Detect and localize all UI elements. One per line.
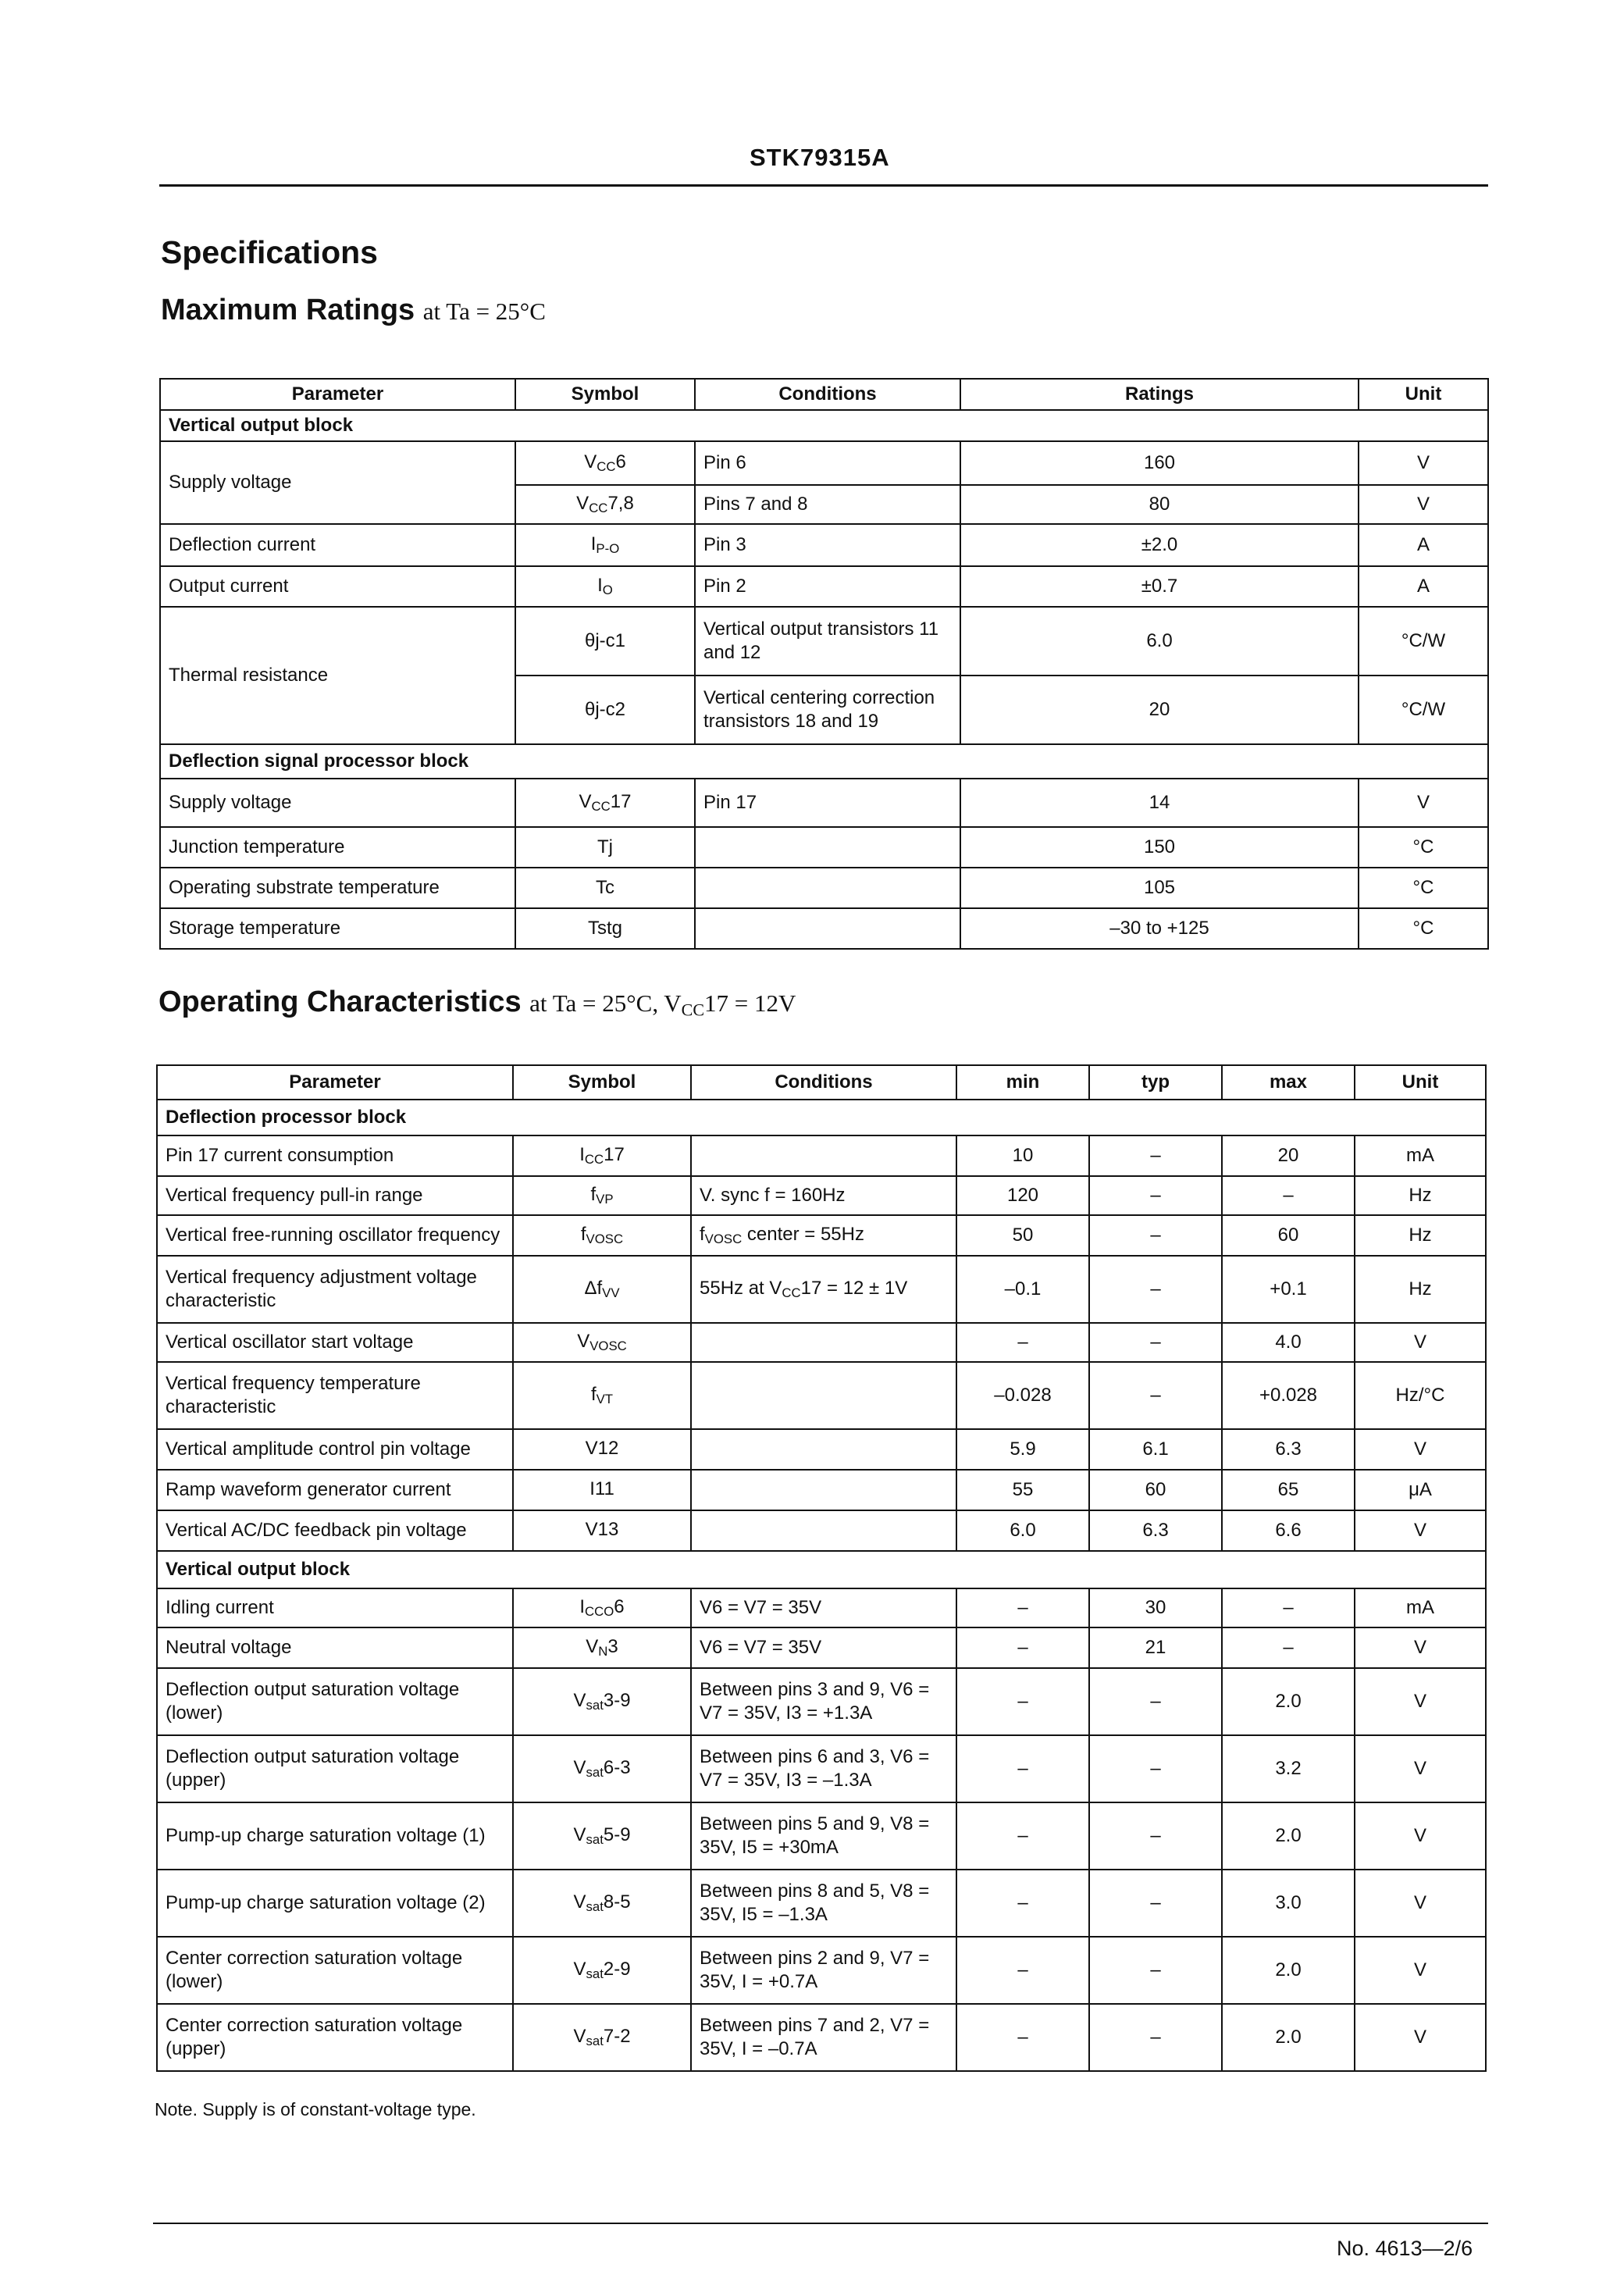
max-cell: +0.1: [1222, 1256, 1355, 1323]
symbol-cell: $V_{CC}7,8$: [515, 485, 695, 524]
parameter-cell: Supply voltage: [160, 441, 515, 524]
col-header-parameter: Parameter: [157, 1065, 513, 1100]
maximum-ratings-table: [159, 378, 1489, 950]
unit-cell: Hz: [1355, 1215, 1486, 1256]
max-ratings-condition: at Ta = 25°C: [422, 298, 546, 325]
symbol-cell: $I_O$: [515, 566, 695, 607]
typ-cell: –: [1089, 1215, 1222, 1256]
col-header-symbol: Symbol: [513, 1065, 691, 1100]
conditions-cell: [695, 908, 960, 949]
min-cell: 55: [956, 1470, 1089, 1510]
conditions-cell: V6 = V7 = 35V: [691, 1588, 956, 1627]
max-cell: –: [1222, 1588, 1355, 1627]
unit-cell: °C/W: [1359, 607, 1488, 676]
parameter-cell: Output current: [160, 566, 515, 607]
block-row: [160, 410, 1488, 441]
conditions-cell: Between pins 2 and 9, V7 = 35V, I = +0.7A: [691, 1937, 956, 2004]
symbol-cell: $V_{CC}17$: [515, 779, 695, 827]
max-cell: 2.0: [1222, 1937, 1355, 2004]
parameter-cell: Vertical frequency pull-in range: [157, 1176, 513, 1215]
unit-cell: V: [1359, 441, 1488, 485]
symbol-cell: V12: [513, 1429, 691, 1470]
parameter-cell: Deflection output saturation voltage (upper): [157, 1735, 513, 1802]
unit-cell: mA: [1355, 1135, 1486, 1176]
section-title: Specifications: [161, 234, 378, 270]
table-row: [157, 1429, 1486, 1470]
symbol-cell: Tstg: [515, 908, 695, 949]
typ-cell: –: [1089, 1802, 1222, 1870]
min-cell: –: [956, 1588, 1089, 1627]
min-cell: –: [956, 2004, 1089, 2071]
unit-cell: μA: [1355, 1470, 1486, 1510]
min-cell: 5.9: [956, 1429, 1089, 1470]
conditions-cell: Pin 6: [695, 441, 960, 485]
table-header-row: [160, 379, 1488, 410]
max-cell: 2.0: [1222, 1802, 1355, 1870]
conditions-cell: 55Hz at $V_{CC}17 = 12 \pm 1V$: [691, 1256, 956, 1323]
unit-cell: V: [1359, 779, 1488, 827]
col-header-unit: Unit: [1355, 1065, 1486, 1100]
conditions-cell: Pins 7 and 8: [695, 485, 960, 524]
symbol-cell: $I_{CC}17$: [513, 1135, 691, 1176]
unit-cell: °C: [1359, 868, 1488, 908]
conditions-cell: [691, 1429, 956, 1470]
parameter-cell: Junction temperature: [160, 827, 515, 868]
parameter-cell: Pin 17 current consumption: [157, 1135, 513, 1176]
symbol-cell: θj-c1: [515, 607, 695, 676]
min-cell: –: [956, 1870, 1089, 1937]
max-cell: 3.0: [1222, 1870, 1355, 1937]
typ-cell: 6.1: [1089, 1429, 1222, 1470]
table-row: [160, 524, 1488, 566]
ratings-cell: ±2.0: [960, 524, 1359, 566]
table-row: [157, 1870, 1486, 1937]
col-header-unit: Unit: [1359, 379, 1488, 410]
table-row: [160, 868, 1488, 908]
col-header-typ: typ: [1089, 1065, 1222, 1100]
col-header-symbol: Symbol: [515, 379, 695, 410]
min-cell: 50: [956, 1215, 1089, 1256]
part-number-header: STK79315A: [750, 144, 890, 171]
symbol-cell: Tc: [515, 868, 695, 908]
conditions-cell: Pin 17: [695, 779, 960, 827]
unit-cell: °C: [1359, 827, 1488, 868]
block-title: Deflection processor block: [157, 1100, 1486, 1135]
col-header-ratings: Ratings: [960, 379, 1359, 410]
conditions-cell: V6 = V7 = 35V: [691, 1627, 956, 1668]
table-row: [157, 1215, 1486, 1256]
conditions-cell: $f_{VOSC}$ center = 55Hz: [691, 1215, 956, 1256]
symbol-cell: $V_{sat}5-9$: [513, 1802, 691, 1870]
min-cell: –0.1: [956, 1256, 1089, 1323]
parameter-cell: Vertical frequency temperature characteristic: [157, 1362, 513, 1429]
table-row: [160, 827, 1488, 868]
block-row: [157, 1100, 1486, 1135]
conditions-cell: Between pins 3 and 9, V6 = V7 = 35V, I3 = +1.3A: [691, 1668, 956, 1735]
min-cell: –0.028: [956, 1362, 1089, 1429]
parameter-cell: Vertical amplitude control pin voltage: [157, 1429, 513, 1470]
operating-characteristics-table: [156, 1064, 1487, 2072]
max-cell: 2.0: [1222, 1668, 1355, 1735]
table-row: [157, 1362, 1486, 1429]
max-cell: 6.6: [1222, 1510, 1355, 1551]
table-row: [160, 908, 1488, 949]
conditions-cell: Vertical centering correction transistors 18 and 19: [695, 676, 960, 744]
unit-cell: V: [1355, 1802, 1486, 1870]
typ-cell: –: [1089, 1870, 1222, 1937]
op-char-condition: at Ta = 25°C, $V_{CC}17 = 12V$: [529, 989, 796, 1020]
symbol-cell: $V_{CC}6$: [515, 441, 695, 485]
unit-cell: A: [1359, 524, 1488, 566]
unit-cell: V: [1355, 2004, 1486, 2071]
typ-cell: 30: [1089, 1588, 1222, 1627]
block-title: Vertical output block: [160, 410, 1488, 441]
ratings-cell: –30 to +125: [960, 908, 1359, 949]
parameter-cell: Neutral voltage: [157, 1627, 513, 1668]
parameter-cell: Vertical AC/DC feedback pin voltage: [157, 1510, 513, 1551]
min-cell: –: [956, 1937, 1089, 2004]
parameter-cell: Vertical oscillator start voltage: [157, 1323, 513, 1362]
symbol-cell: $V_{sat}7-2$: [513, 2004, 691, 2071]
table-row: [157, 2004, 1486, 2071]
page-number: No. 4613—2/6: [1337, 2237, 1473, 2260]
min-cell: –: [956, 1735, 1089, 1802]
col-header-conditions: Conditions: [691, 1065, 956, 1100]
max-cell: 20: [1222, 1135, 1355, 1176]
parameter-cell: Operating substrate temperature: [160, 868, 515, 908]
symbol-cell: $f_{VOSC}$: [513, 1215, 691, 1256]
conditions-cell: Between pins 7 and 2, V7 = 35V, I = –0.7A: [691, 2004, 956, 2071]
table-row: [157, 1937, 1486, 2004]
conditions-cell: [691, 1362, 956, 1429]
table-row: [160, 441, 1488, 485]
parameter-cell: Thermal resistance: [160, 607, 515, 744]
typ-cell: –: [1089, 1937, 1222, 2004]
symbol-cell: I11: [513, 1470, 691, 1510]
symbol-cell: $V_{sat}6-3$: [513, 1735, 691, 1802]
table-row: [160, 607, 1488, 676]
parameter-cell: Supply voltage: [160, 779, 515, 827]
typ-cell: 60: [1089, 1470, 1222, 1510]
unit-cell: V: [1355, 1735, 1486, 1802]
parameter-cell: Storage temperature: [160, 908, 515, 949]
symbol-cell: $f_{VT}$: [513, 1362, 691, 1429]
ratings-cell: ±0.7: [960, 566, 1359, 607]
table-row: [157, 1470, 1486, 1510]
unit-cell: °C: [1359, 908, 1488, 949]
parameter-cell: Center correction saturation voltage (upper): [157, 2004, 513, 2071]
typ-cell: –: [1089, 1323, 1222, 1362]
footer-rule: [153, 2223, 1488, 2224]
max-cell: +0.028: [1222, 1362, 1355, 1429]
ratings-cell: 80: [960, 485, 1359, 524]
conditions-cell: Pin 3: [695, 524, 960, 566]
conditions-cell: [691, 1135, 956, 1176]
typ-cell: –: [1089, 1135, 1222, 1176]
table-row: [157, 1323, 1486, 1362]
conditions-cell: V. sync f = 160Hz: [691, 1176, 956, 1215]
unit-cell: V: [1355, 1937, 1486, 2004]
max-ratings-heading: Maximum Ratings: [161, 294, 415, 326]
op-char-heading: Operating Characteristics: [158, 986, 522, 1018]
symbol-cell: $I_{P-O}$: [515, 524, 695, 566]
conditions-cell: [691, 1510, 956, 1551]
unit-cell: Hz: [1355, 1256, 1486, 1323]
min-cell: 6.0: [956, 1510, 1089, 1551]
conditions-cell: [691, 1470, 956, 1510]
unit-cell: V: [1359, 485, 1488, 524]
max-cell: –: [1222, 1176, 1355, 1215]
conditions-cell: [691, 1323, 956, 1362]
min-cell: 120: [956, 1176, 1089, 1215]
symbol-cell: $V_N3$: [513, 1627, 691, 1668]
ratings-cell: 6.0: [960, 607, 1359, 676]
ratings-cell: 150: [960, 827, 1359, 868]
parameter-cell: Deflection output saturation voltage (lower): [157, 1668, 513, 1735]
min-cell: –: [956, 1802, 1089, 1870]
parameter-cell: Center correction saturation voltage (lower): [157, 1937, 513, 2004]
header-rule: [159, 184, 1488, 187]
unit-cell: A: [1359, 566, 1488, 607]
table-row: [157, 1588, 1486, 1627]
unit-cell: V: [1355, 1627, 1486, 1668]
unit-cell: V: [1355, 1510, 1486, 1551]
max-cell: 6.3: [1222, 1429, 1355, 1470]
max-ratings-title: [161, 294, 546, 327]
table-row: [157, 1668, 1486, 1735]
table-header-row: [157, 1065, 1486, 1100]
col-header-conditions: Conditions: [695, 379, 960, 410]
min-cell: –: [956, 1668, 1089, 1735]
col-header-max: max: [1222, 1065, 1355, 1100]
unit-cell: V: [1355, 1668, 1486, 1735]
unit-cell: °C/W: [1359, 676, 1488, 744]
parameter-cell: Vertical free-running oscillator frequency: [157, 1215, 513, 1256]
conditions-cell: Vertical output transistors 11 and 12: [695, 607, 960, 676]
block-row: [160, 744, 1488, 779]
symbol-cell: Tj: [515, 827, 695, 868]
typ-cell: –: [1089, 1668, 1222, 1735]
footnote: Note. Supply is of constant-voltage type.: [155, 2099, 476, 2119]
conditions-cell: Between pins 6 and 3, V6 = V7 = 35V, I3 = –1.3A: [691, 1735, 956, 1802]
block-row: [157, 1551, 1486, 1588]
ratings-cell: 20: [960, 676, 1359, 744]
table-row: [157, 1510, 1486, 1551]
max-cell: 60: [1222, 1215, 1355, 1256]
typ-cell: 21: [1089, 1627, 1222, 1668]
min-cell: 10: [956, 1135, 1089, 1176]
table-row: [157, 1627, 1486, 1668]
max-cell: 3.2: [1222, 1735, 1355, 1802]
typ-cell: –: [1089, 1256, 1222, 1323]
parameter-cell: Deflection current: [160, 524, 515, 566]
conditions-cell: [695, 868, 960, 908]
table-row: [157, 1256, 1486, 1323]
typ-cell: –: [1089, 1735, 1222, 1802]
max-cell: 65: [1222, 1470, 1355, 1510]
typ-cell: –: [1089, 1362, 1222, 1429]
table-row: [157, 1135, 1486, 1176]
ratings-cell: 105: [960, 868, 1359, 908]
max-cell: 4.0: [1222, 1323, 1355, 1362]
symbol-cell: $V_{sat}2-9$: [513, 1937, 691, 2004]
min-cell: –: [956, 1323, 1089, 1362]
unit-cell: Hz/°C: [1355, 1362, 1486, 1429]
symbol-cell: $V_{VOSC}$: [513, 1323, 691, 1362]
typ-cell: –: [1089, 2004, 1222, 2071]
symbol-cell: V13: [513, 1510, 691, 1551]
min-cell: –: [956, 1627, 1089, 1668]
unit-cell: V: [1355, 1429, 1486, 1470]
table-row: [160, 779, 1488, 827]
unit-cell: V: [1355, 1870, 1486, 1937]
table-row: [160, 566, 1488, 607]
symbol-cell: $f_{VP}$: [513, 1176, 691, 1215]
symbol-cell: θj-c2: [515, 676, 695, 744]
typ-cell: –: [1089, 1176, 1222, 1215]
table-row: [157, 1735, 1486, 1802]
unit-cell: Hz: [1355, 1176, 1486, 1215]
col-header-min: min: [956, 1065, 1089, 1100]
symbol-cell: $\Delta f_{VV}$: [513, 1256, 691, 1323]
conditions-cell: Between pins 8 and 5, V8 = 35V, I5 = –1.3A: [691, 1870, 956, 1937]
conditions-cell: [695, 827, 960, 868]
symbol-cell: $I_{CCO}6$: [513, 1588, 691, 1627]
parameter-cell: Pump-up charge saturation voltage (1): [157, 1802, 513, 1870]
ratings-cell: 160: [960, 441, 1359, 485]
max-cell: 2.0: [1222, 2004, 1355, 2071]
conditions-cell: Pin 2: [695, 566, 960, 607]
parameter-cell: Ramp waveform generator current: [157, 1470, 513, 1510]
unit-cell: V: [1355, 1323, 1486, 1362]
block-title: Deflection signal processor block: [160, 744, 1488, 779]
symbol-cell: $V_{sat}3-9$: [513, 1668, 691, 1735]
ratings-cell: 14: [960, 779, 1359, 827]
col-header-parameter: Parameter: [160, 379, 515, 410]
unit-cell: mA: [1355, 1588, 1486, 1627]
parameter-cell: Pump-up charge saturation voltage (2): [157, 1870, 513, 1937]
conditions-cell: Between pins 5 and 9, V8 = 35V, I5 = +30mA: [691, 1802, 956, 1870]
symbol-cell: $V_{sat}8-5$: [513, 1870, 691, 1937]
table-row: [157, 1802, 1486, 1870]
parameter-cell: Idling current: [157, 1588, 513, 1627]
operating-characteristics-title: [158, 986, 796, 1021]
table-row: [157, 1176, 1486, 1215]
max-cell: –: [1222, 1627, 1355, 1668]
typ-cell: 6.3: [1089, 1510, 1222, 1551]
parameter-cell: Vertical frequency adjustment voltage characteristic: [157, 1256, 513, 1323]
block-title: Vertical output block: [157, 1551, 1486, 1588]
